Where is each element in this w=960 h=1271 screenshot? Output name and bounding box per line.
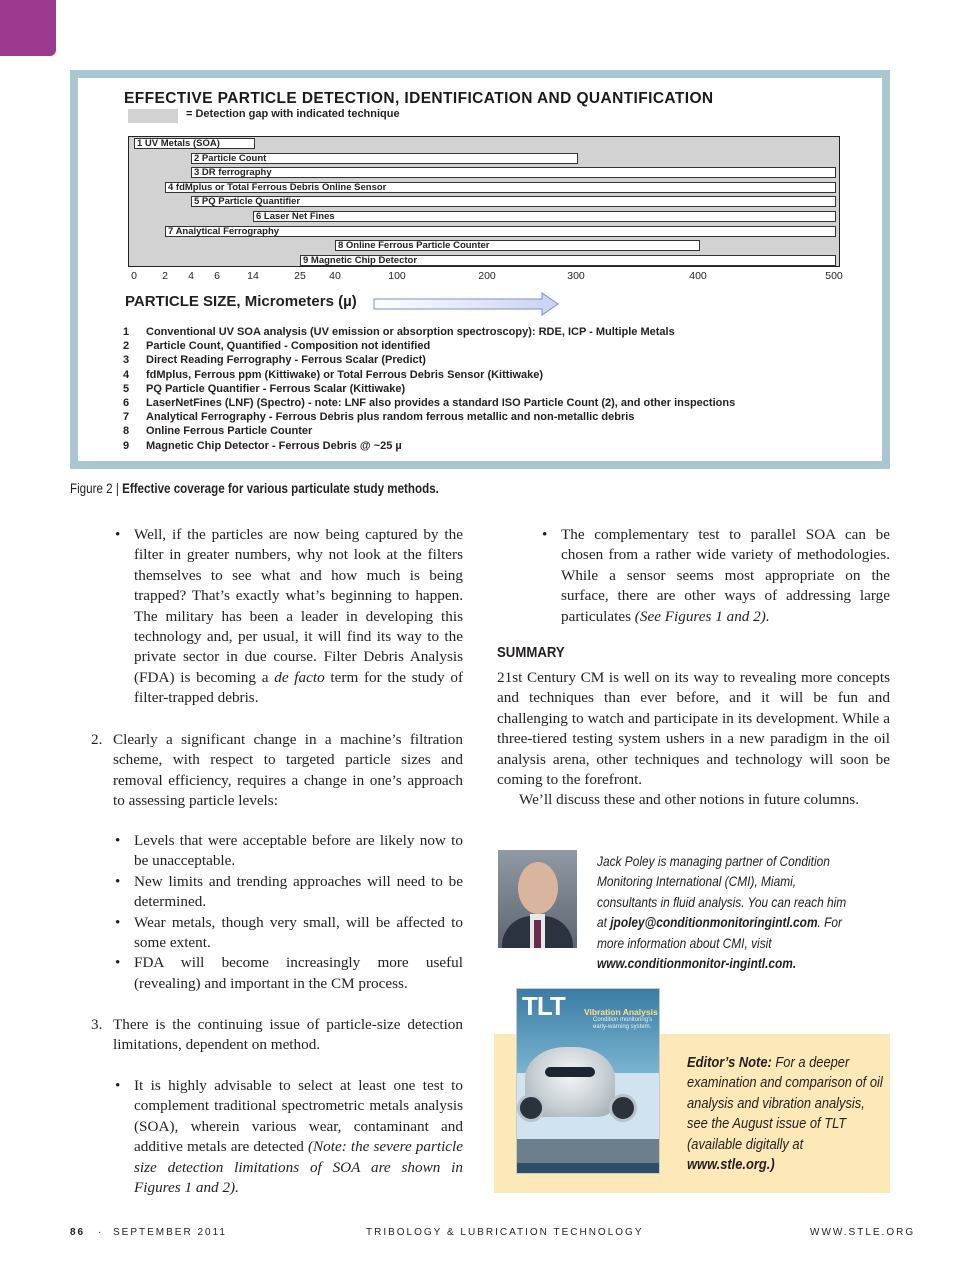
page-number: 86: [70, 1227, 86, 1238]
legend-number: 2: [123, 340, 130, 353]
x-tick-label: 14: [247, 270, 259, 282]
legend-text: LaserNetFines (LNF) (Spectro) - note: LNF also provides a standard ISO Particle Count (2), and other inspections: [146, 396, 736, 409]
list-item: • Levels that were acceptable before are likely now to be unacceptable.: [115, 832, 463, 870]
cover-subhead: Condition monitoring’s early-warning system.: [593, 1017, 653, 1030]
legend-number: 5: [123, 382, 130, 395]
x-tick-label: 100: [388, 270, 406, 282]
bullet-soa-text: It is highly advisable to select at least one test to complement traditional spectrometric metals analysis (SOA), wherein various wear, contaminant and additive metals are detected: [134, 1077, 463, 1156]
legend-number: 1: [123, 326, 130, 338]
legend-item: [123, 424, 735, 438]
legend-number: 4: [123, 368, 130, 381]
coverage-bar: 8 Online Ferrous Particle Counter: [335, 240, 700, 251]
author-bio: Jack Poley is managing partner of Condition Monitoring International (CMI), Miami, consultants in fluid analysis. You can reach him at jpoley@conditionmonitoringintl.com. For more information about CMI, visit www.conditionmonitor-ingintl.com.: [597, 853, 847, 972]
legend-item: [123, 325, 735, 339]
list-item: • FDA will become increasingly more useful (revealing) and important in the CM process.: [115, 954, 463, 992]
coverage-bar: 7 Analytical Ferrography: [165, 226, 836, 237]
legend-item: [123, 382, 735, 396]
author-website[interactable]: www.conditionmonitor-ingintl.com.: [597, 955, 797, 972]
legend-number: 8: [123, 425, 130, 438]
tlt-cover-image: [516, 988, 660, 1174]
coverage-bar: 2 Particle Count: [191, 153, 578, 164]
legend-item: [123, 439, 735, 453]
figure-title: EFFECTIVE PARTICLE DETECTION, IDENTIFICATION AND QUANTIFICATION: [124, 90, 714, 107]
right-bullet-italic: (See Figures 1 and 2).: [634, 607, 770, 625]
author-email[interactable]: jpoley@conditionmonitoringintl.com: [610, 914, 818, 931]
left-bullet-fda: [115, 525, 464, 709]
legend-number: 3: [123, 354, 130, 367]
legend-item: [123, 368, 735, 382]
item-3-number: 3.: [91, 1016, 103, 1033]
x-tick-label: 40: [329, 270, 341, 282]
x-tick-label: 25: [294, 270, 306, 282]
caption-label: Figure 2 |: [70, 481, 119, 496]
cover-headline: Vibration Analysis: [584, 1007, 658, 1017]
coverage-bar: 9 Magnetic Chip Detector: [300, 255, 836, 266]
legend-text: fdMplus, Ferrous ppm (Kittiwake) or Total Ferrous Debris Sensor (Kittiwake): [146, 368, 544, 381]
list-item: • Wear metals, though very small, will be affected to some extent.: [115, 913, 463, 952]
editor-note-label: Editor’s Note:: [687, 1054, 772, 1071]
legend-number: 9: [123, 439, 130, 452]
item-2-text: Clearly a significant change in a machine’s filtration scheme, with respect to targeted particle sizes and removal efficiency, requires a change in one’s approach to assessing particle levels:: [113, 731, 463, 810]
legend-text: Analytical Ferrography - Ferrous Debris plus random ferrous metallic and non-metallic debris: [146, 411, 635, 424]
coverage-bar: 6 Laser Net Fines: [253, 211, 836, 222]
bullet-dot: •: [115, 526, 121, 543]
bullet-dot: •: [115, 1077, 121, 1094]
legend-item: [123, 396, 735, 410]
coverage-bar: 5 PQ Particle Quantifier: [191, 196, 836, 207]
bullet-dot: •: [542, 526, 548, 543]
x-tick-label: 6: [214, 270, 220, 282]
x-tick-label: 2: [162, 270, 168, 282]
corner-tab: [0, 0, 56, 56]
x-tick-label: 4: [188, 270, 194, 282]
legend-item: [123, 339, 735, 353]
editor-note-link[interactable]: www.stle.org.): [687, 1156, 775, 1174]
figure-frame: [70, 70, 890, 469]
x-tick-label: 0: [131, 270, 137, 282]
legend-item: [123, 410, 735, 424]
coverage-bar: 3 DR ferrography: [191, 167, 836, 178]
x-tick-label: 500: [825, 270, 843, 282]
gap-legend-text: = Detection gap with indicated technique: [186, 108, 400, 120]
method-legend: [123, 325, 735, 453]
footer-separator: ·: [98, 1227, 104, 1238]
left-bullet-soa: [115, 1076, 464, 1198]
legend-text: Conventional UV SOA analysis (UV emission or absorption spectroscopy): RDE, ICP - Multiple Metals: [146, 326, 675, 338]
legend-number: 6: [123, 396, 130, 409]
legend-text: Particle Count, Quantified - Composition not identified: [146, 340, 431, 353]
bullet-fda-italic: de facto: [274, 668, 325, 686]
bullet-soa-italic: (Note: the severe particle size detection limitations of SOA are shown in Figures 1 and 2).: [134, 1138, 464, 1197]
editor-note: Editor’s Note: For a deeper examination and comparison of oil analysis and vibration analysis, see the August issue of TLT (available digitally at www.stle.org.): [687, 1054, 883, 1174]
legend-text: Online Ferrous Particle Counter: [146, 425, 313, 438]
left-item-2: [91, 730, 463, 812]
footer-journal: TRIBOLOGY & LUBRICATION TECHNOLOGY: [366, 1227, 644, 1238]
summary-paragraph-2: We’ll discuss these and other notions in future columns.: [519, 791, 860, 809]
right-bullet: [542, 525, 890, 627]
author-photo: [498, 850, 577, 948]
legend-text: Magnetic Chip Detector - Ferrous Debris @ ~25 µ: [146, 439, 402, 452]
summary-body: [497, 668, 890, 811]
cover-logo: TLT: [522, 991, 565, 1021]
item-2-number: 2.: [91, 731, 103, 748]
left-item-3: [91, 1015, 463, 1056]
x-axis-title: PARTICLE SIZE, Micrometers (µ): [125, 293, 357, 310]
legend-text: Direct Reading Ferrography - Ferrous Scalar (Predict): [146, 354, 426, 367]
x-tick-label: 300: [567, 270, 585, 282]
summary-heading: SUMMARY: [497, 644, 565, 661]
x-tick-label: 400: [689, 270, 707, 282]
right-bullet-text: The complementary test to parallel SOA can be chosen from a rather wide variety of methodologies. While a sensor seems most appropriate on the surface, there are other ways of addressing large particulates: [561, 526, 890, 625]
footer-site: WWW.STLE.ORG: [810, 1227, 916, 1238]
footer-date: SEPTEMBER 2011: [113, 1227, 227, 1238]
gap-legend-swatch: [128, 109, 178, 123]
legend-number: 7: [123, 411, 130, 424]
arrow-right-icon: [372, 292, 562, 316]
legend-text: PQ Particle Quantifier - Ferrous Scalar (Kittiwake): [146, 382, 406, 395]
coverage-chart: [128, 136, 840, 267]
bullet-fda-end: term for the study of filter-trapped debris.: [134, 668, 464, 707]
item-3-text: There is the continuing issue of particle-size detection limitations, dependent on method.: [113, 1016, 463, 1054]
coverage-bar: 4 fdMplus or Total Ferrous Debris Online Sensor: [165, 182, 836, 193]
left-sub-bullets: [115, 831, 463, 994]
legend-item: [123, 353, 735, 367]
caption-text: Effective coverage for various particulate study methods.: [122, 481, 439, 496]
coverage-bar: 1 UV Metals (SOA): [134, 138, 255, 149]
list-item: • New limits and trending approaches will need to be determined.: [115, 872, 463, 911]
bullet-fda-text: Well, if the particles are now being captured by the filter in greater numbers, why not look at the filters themselves to see what and how much is being trapped? That’s exactly what’s beginning to happen. The military has been a leader in developing this technology and, per usual, it will find its way to the private sector in due course. Filter Debris Analysis (FDA) is becoming a: [134, 526, 463, 686]
figure-caption: [70, 481, 439, 496]
summary-paragraph-1: 21st Century CM is well on its way to revealing more concepts and techniques than ever before, and it will be fun and challenging to watch and participate in its development. While a three-tiered testing system ushers in a new paradigm in the oil analysis arena, other techniques and technology will soon be coming to the forefront.: [497, 669, 890, 789]
figure-panel: [78, 78, 882, 461]
x-tick-label: 200: [478, 270, 496, 282]
